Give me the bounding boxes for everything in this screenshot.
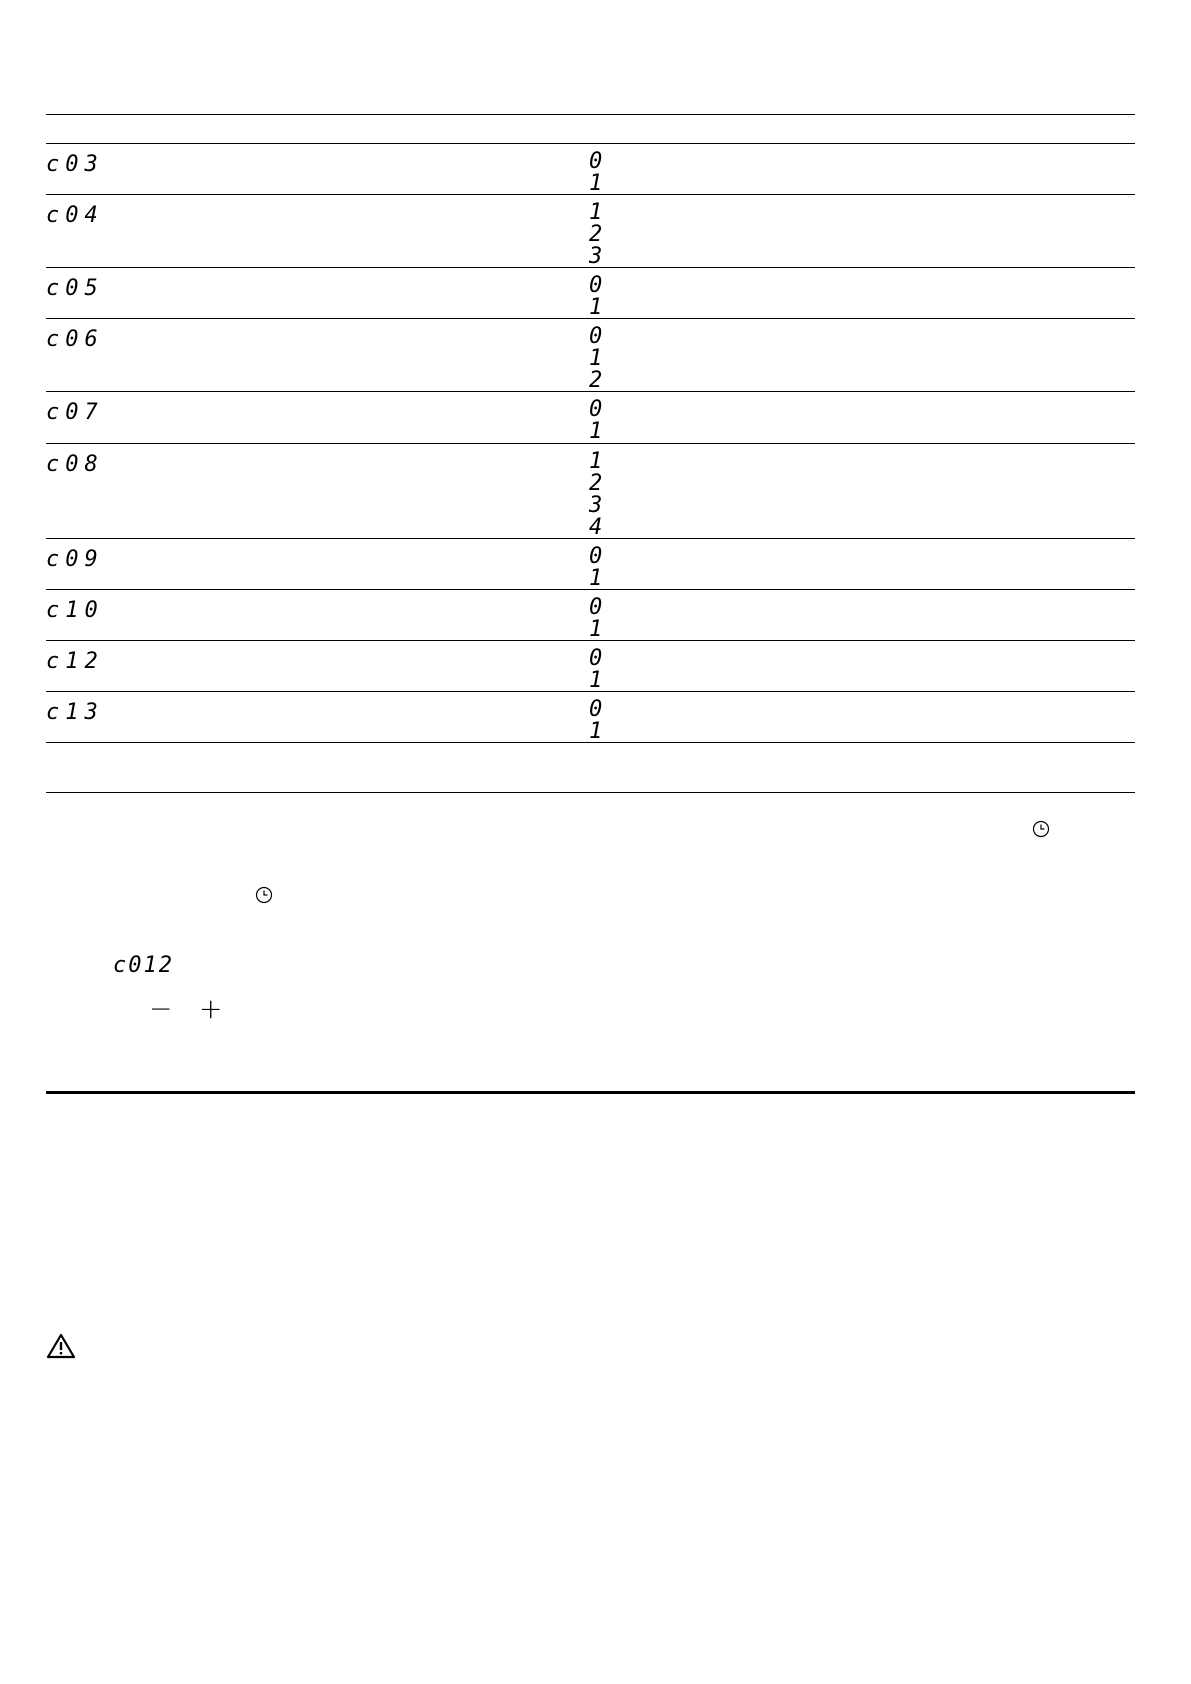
setting-value: 3 xyxy=(589,493,603,518)
setting-value: 1 xyxy=(589,449,603,474)
setting-value: 2 xyxy=(589,471,603,496)
plus-icon: + xyxy=(199,992,223,1025)
display-example: c012 xyxy=(113,953,174,978)
setting-values xyxy=(589,151,602,195)
setting-value: 1 xyxy=(589,171,603,196)
table-row xyxy=(46,392,1135,444)
setting-values xyxy=(589,326,602,392)
setting-value: 0 xyxy=(589,544,603,569)
table-row xyxy=(46,268,1135,319)
table-header-row xyxy=(46,115,1135,144)
setting-value: 0 xyxy=(589,149,603,174)
setting-code: c13 xyxy=(46,700,104,725)
setting-values xyxy=(589,597,602,641)
table-row xyxy=(46,641,1135,692)
table-row xyxy=(46,319,1135,392)
table-row xyxy=(46,195,1135,268)
table-row xyxy=(46,539,1135,590)
setting-code: c03 xyxy=(46,152,104,177)
settings-table xyxy=(46,114,1135,793)
setting-value: 0 xyxy=(589,697,603,722)
warning-triangle-icon xyxy=(46,1333,76,1359)
setting-values xyxy=(589,546,602,590)
setting-value: 1 xyxy=(589,295,603,320)
setting-value: 0 xyxy=(589,397,603,422)
setting-code: c08 xyxy=(46,452,104,477)
setting-values xyxy=(589,399,602,443)
setting-code: c10 xyxy=(46,598,104,623)
setting-value: 0 xyxy=(589,595,603,620)
setting-value: 1 xyxy=(589,719,603,744)
table-body xyxy=(46,144,1135,743)
section-divider xyxy=(46,1091,1135,1094)
minus-icon: − xyxy=(149,992,173,1025)
setting-value: 1 xyxy=(589,617,603,642)
setting-value: 0 xyxy=(589,324,603,349)
clock-icon xyxy=(255,886,273,904)
setting-value: 3 xyxy=(589,244,603,269)
setting-value: 1 xyxy=(589,200,603,225)
setting-value: 1 xyxy=(589,566,603,591)
table-row xyxy=(46,590,1135,641)
clock-icon xyxy=(1032,820,1050,838)
setting-values xyxy=(589,202,602,268)
setting-value: 4 xyxy=(589,515,603,540)
table-row xyxy=(46,692,1135,743)
setting-values xyxy=(589,648,602,692)
setting-code: c05 xyxy=(46,276,104,301)
setting-code: c07 xyxy=(46,400,104,425)
setting-value: 2 xyxy=(589,368,603,393)
setting-code: c06 xyxy=(46,327,104,352)
setting-value: 1 xyxy=(589,668,603,693)
table-row xyxy=(46,144,1135,195)
table-row xyxy=(46,444,1135,539)
setting-values xyxy=(589,699,602,743)
setting-value: 2 xyxy=(589,222,603,247)
setting-values xyxy=(589,275,602,319)
setting-code: c09 xyxy=(46,547,104,572)
setting-value: 0 xyxy=(589,646,603,671)
setting-code: c04 xyxy=(46,203,104,228)
setting-values xyxy=(589,451,602,539)
setting-value: 1 xyxy=(589,419,603,444)
setting-value: 1 xyxy=(589,346,603,371)
setting-code: c12 xyxy=(46,649,104,674)
table-footer-row xyxy=(46,743,1135,793)
setting-value: 0 xyxy=(589,273,603,298)
